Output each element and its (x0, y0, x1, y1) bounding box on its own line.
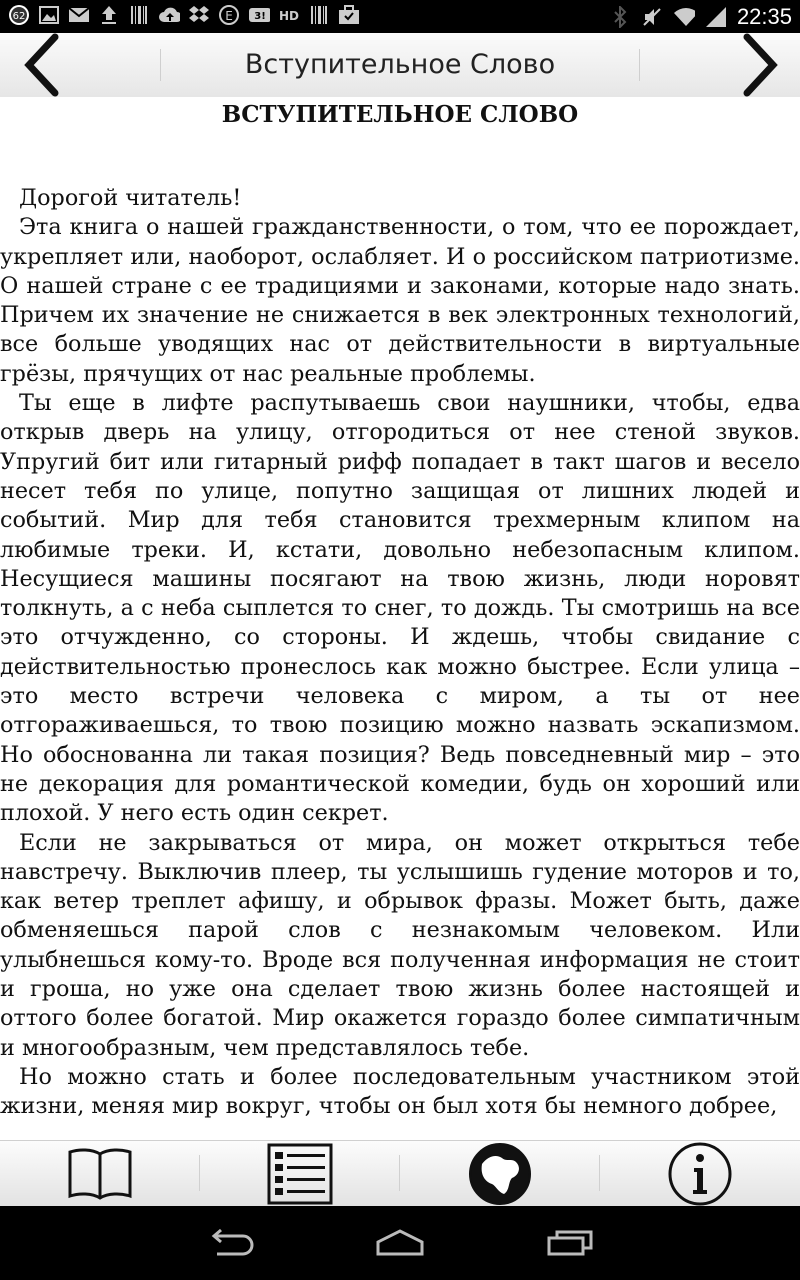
chapter-heading: ВСТУПИТЕЛЬНОЕ СЛОВО (221, 101, 579, 128)
notification-icons (8, 4, 360, 26)
svg-text:E: E (225, 9, 233, 23)
barcode-icon (308, 4, 330, 26)
back-icon (205, 1228, 255, 1258)
svg-text:3!: 3! (254, 11, 266, 22)
info-button[interactable] (600, 1141, 800, 1207)
upload-icon (98, 4, 120, 26)
hd-badge-icon (278, 4, 300, 26)
title-bar (0, 33, 800, 98)
bottom-toolbar (0, 1140, 800, 1207)
web-button[interactable] (400, 1141, 600, 1207)
home-button[interactable] (360, 1218, 440, 1268)
book-button[interactable] (0, 1141, 200, 1207)
contents-list-icon (267, 1143, 333, 1205)
paragraph: Ты еще в лифте распутываешь свои наушники, чтобы, едва открыв дверь на улицу, отгородиться от нее стеной звуков. Упругий бит или гитарный рифф попадает в такт шагов и весело несет тебя по улице, попутно защищая от лишних людей и событий. Мир для тебя становится трехмерным клипом на любимые треки. И, кстати, довольно небезопасным клипом. Несущиеся машины посягают на твою жизнь, люди норовят толкнуть, а с неба сыплется то снег, то дождь. Ты смотришь на все это отчужденно, со стороны. И ждешь, чтобы свидание с действительностью пронеслось как можно быстрее. Если улица – это место встречи человека с миром, а ты от нее отгораживаешься, то твою позицию можно назвать эскапизмом. Но обоснованна ли такая позиция? Ведь повседневный мир – это не декорация для романтической комедии, будь он хороший или плохой. У него есть один секрет. (0, 390, 800, 827)
e-badge-icon (218, 4, 240, 26)
globe-icon (468, 1142, 532, 1206)
recent-apps-button[interactable] (530, 1218, 610, 1268)
previous-chapter-button[interactable] (0, 33, 80, 97)
back-button[interactable] (190, 1218, 270, 1268)
paragraph: Эта книга о нашей гражданственности, о том, что ее порождает, укрепляет или, наоборот, ослабляет. И о российском патриотизме. О нашей стране с ее традициями и законами, которые надо знать. Причем их значение не снижается в век электронных технологий, все больше уводящих нас от действительности в виртуальные грёзы, прячущих от нас реальные проблемы. (0, 214, 800, 387)
reader-content[interactable] (0, 97, 800, 1140)
clock: 22:35 (736, 4, 792, 29)
paragraph: Дорогой читатель! (19, 185, 242, 211)
bluetooth-icon (609, 6, 631, 28)
svg-text:62: 62 (12, 11, 26, 22)
open-book-icon (67, 1146, 133, 1202)
info-icon (668, 1142, 732, 1206)
system-status (609, 4, 792, 30)
image-icon (38, 4, 60, 26)
recent-apps-icon (545, 1228, 595, 1258)
svg-text:HD: HD (278, 9, 300, 22)
divider (639, 49, 640, 81)
contents-button[interactable] (200, 1141, 400, 1207)
signal-icon (705, 6, 727, 28)
next-chapter-button[interactable] (720, 33, 800, 97)
chevron-right-icon (735, 33, 785, 97)
wifi-icon (673, 6, 695, 28)
3g-badge-icon (248, 4, 270, 26)
paragraph: Если не закрываться от мира, он может открыться тебе навстречу. Выключив плеер, ты услышишь гудение моторов и то, как ветер треплет афишу, и обрывок фразы. Может быть, даже обменяешься парой слов с незнакомым человеком. Или улыбнешься кому-то. Вроде вся полученная информация не стоит и гроша, но уже она сделает твою жизнь более настоящей и оттого более богатой. Мир окажется гораздо более симпатичным и многообразным, чем представлялось тебе. (0, 829, 800, 1061)
chapter-title: Вступительное Слово (244, 49, 556, 80)
battery-icon (8, 4, 30, 26)
paragraph: Но можно стать и более последовательным участником этой жизни, меняя мир вокруг, чтобы он был хотя бы немного добрее, (0, 1063, 800, 1120)
mail-icon (68, 4, 90, 26)
cloud-upload-icon (158, 4, 180, 26)
mute-icon (641, 6, 663, 28)
briefcase-icon (338, 4, 360, 26)
barcode-icon (128, 4, 150, 26)
navigation-bar (0, 1206, 800, 1280)
home-icon (374, 1228, 426, 1258)
dropbox-icon (188, 4, 210, 26)
status-bar (0, 0, 800, 33)
chevron-left-icon (15, 33, 65, 97)
